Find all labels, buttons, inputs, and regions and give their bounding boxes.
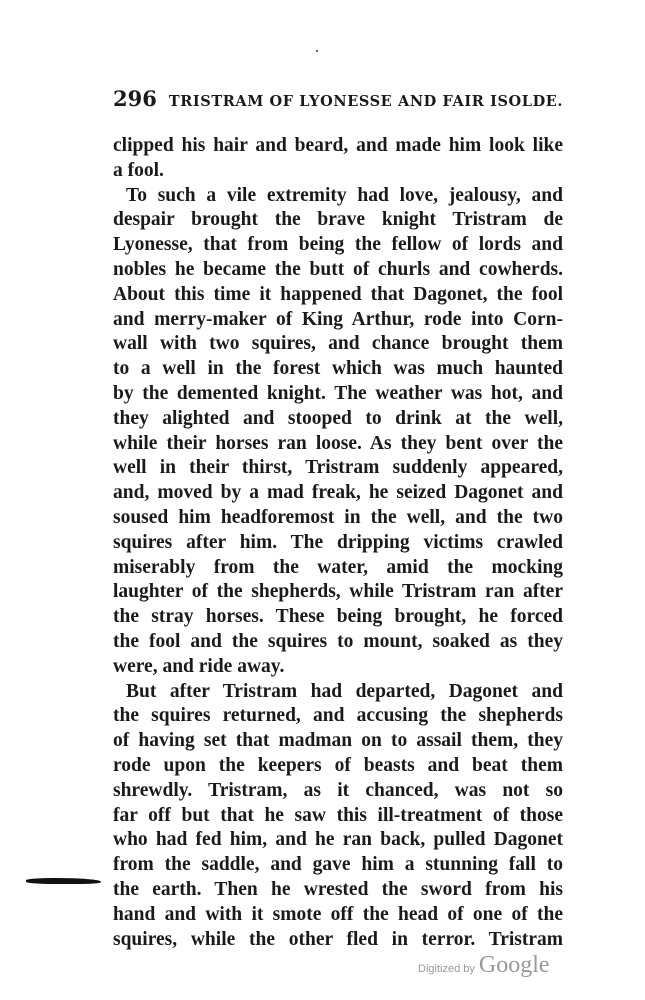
text-line: soused him headforemost in the well, and the two [113,506,563,528]
scan-speck [316,50,318,52]
text-line: far off but that he saw this ill-treatment of those [113,804,563,826]
text-line: well in their thirst, Tristram suddenly appeared, [113,457,563,479]
text-line: But after Tristram had departed, Dagonet and [126,680,563,702]
text-line: To such a vile extremity had love, jealousy, and [126,184,563,206]
text-line: nobles he became the butt of churls and cowherds. [113,258,563,280]
digitized-by-google-watermark [418,952,550,979]
watermark-brand: Google [478,952,550,978]
text-line: from the saddle, and gave him a stunning fall to [113,854,563,876]
text-line: laughter of the shepherds, while Tristram ran after [113,581,563,603]
page-body-text [113,134,563,952]
text-line: Lyonesse, that from being the fellow of lords and [113,234,563,256]
running-title: TRISTRAM OF LYONESSE AND FAIR ISOLDE. [168,93,564,110]
text-line: while their horses ran loose. As they bent over the [113,432,563,454]
text-line: shrewdly. Tristram, as it chanced, was not so [113,779,563,801]
text-line: rode upon the keepers of beasts and beat them [113,754,563,776]
page-number: 296 [113,86,157,111]
text-line: a fool. [113,159,164,181]
running-header [113,86,565,111]
text-line: they alighted and stooped to drink at the well, [113,407,563,429]
text-line: and, moved by a mad freak, he seized Dagonet and [113,482,563,504]
text-line: squires, while the other fled in terror. Tristram [113,928,563,950]
text-line: wall with two squires, and chance brought them [113,333,563,355]
text-line: were, and ride away. [113,655,285,677]
text-line: the earth. Then he wrested the sword from his [113,878,563,900]
text-line: the stray horses. These being brought, he forced [113,606,563,628]
text-line: About this time it happened that Dagonet, the fool [113,283,563,305]
text-line: clipped his hair and beard, and made him look like [113,135,563,156]
ink-smudge [26,878,101,884]
text-line: and merry-maker of King Arthur, rode into Corn- [113,308,563,330]
text-line: of having set that madman on to assail them, they [113,730,563,752]
text-line: by the demented knight. The weather was hot, and [113,382,563,404]
text-line: the squires returned, and accusing the shepherds [113,705,563,727]
text-line: the fool and the squires to mount, soaked as they [113,630,563,652]
text-line: miserably from the water, amid the mocking [113,556,563,578]
text-line: who had fed him, and he ran back, pulled Dagonet [113,829,563,851]
text-line: hand and with it smote off the head of one of the [113,903,563,925]
text-line: squires after him. The dripping victims crawled [113,531,563,553]
text-line: despair brought the brave knight Tristram de [113,209,563,231]
watermark-prefix: Digitized by [418,963,475,975]
text-line: to a well in the forest which was much haunted [113,358,563,380]
